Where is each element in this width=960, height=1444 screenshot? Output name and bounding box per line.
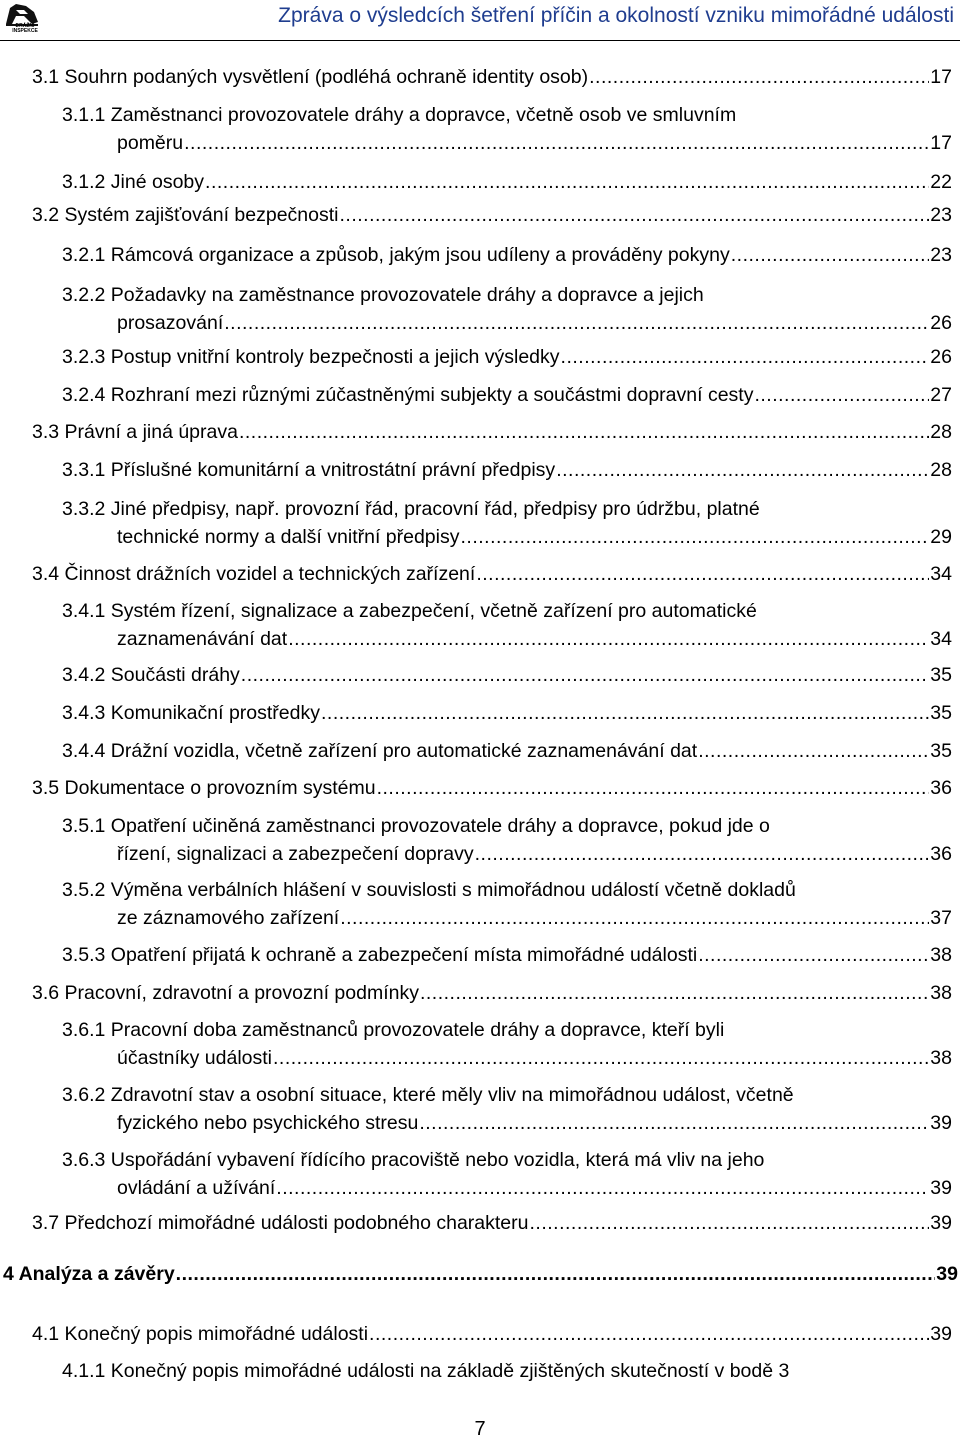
toc-number: 3.4.2: [62, 664, 106, 686]
toc-number: 4.1.1: [62, 1360, 106, 1382]
toc-page: 26: [930, 346, 952, 368]
leader-dots: [461, 523, 930, 551]
toc-number: 3.4.1: [62, 600, 106, 622]
toc-title: Výměna verbálních hlášení v souvislosti s mimořádnou událostí včetně dokladů: [110, 879, 796, 901]
toc-number: 3.6.1: [62, 1019, 106, 1041]
toc-title: Souhrn podaných vysvětlení (podléhá ochraně identity osob): [64, 66, 589, 88]
toc-entry[interactable]: [62, 241, 952, 269]
leader-dots: [476, 560, 929, 588]
toc-page: 38: [930, 982, 952, 1004]
toc-title: Opatření přijatá k ochraně a zabezpečení místa mimořádné události: [110, 944, 698, 966]
toc-title: Jiné osoby: [110, 171, 205, 193]
toc-page: 39: [936, 1263, 958, 1285]
toc-title: Systém zajišťování bezpečnosti: [64, 204, 339, 226]
leader-dots: [731, 241, 930, 269]
toc-page: 27: [930, 384, 952, 406]
toc-entry[interactable]: [62, 597, 952, 653]
toc-chapter-entry[interactable]: [3, 1260, 958, 1288]
toc-entry[interactable]: [62, 101, 952, 157]
toc-entry[interactable]: [32, 63, 952, 91]
toc-entry[interactable]: [62, 343, 952, 371]
leader-dots: [369, 1320, 929, 1348]
toc-number: 3.4.3: [62, 702, 106, 724]
toc-number: 3.3: [32, 421, 60, 443]
toc-title-continued: ze záznamového zařízení: [117, 907, 340, 929]
leader-dots: [589, 63, 929, 91]
toc-title-continued: zaznamenávání dat: [117, 628, 288, 650]
leader-dots: [205, 168, 929, 196]
toc-entry[interactable]: [62, 699, 952, 727]
toc-page: 36: [930, 777, 952, 799]
toc-title: Pracovní doba zaměstnanců provozovatele dráhy a dopravce, kteří byli: [110, 1019, 725, 1041]
leader-dots: [276, 1174, 929, 1202]
toc-entry[interactable]: [62, 1081, 952, 1137]
toc-number: 3.3.1: [62, 459, 106, 481]
toc-page: 36: [930, 843, 952, 865]
toc-title: Součásti dráhy: [110, 664, 240, 686]
toc-page: 38: [930, 1047, 952, 1069]
toc-entry[interactable]: [62, 941, 952, 969]
leader-dots: [241, 661, 930, 689]
toc-page: 17: [930, 66, 952, 88]
leader-dots: [239, 418, 929, 446]
leader-dots: [698, 737, 929, 765]
toc-title: Požadavky na zaměstnance provozovatele dráhy a dopravce a jejich: [110, 284, 704, 306]
toc-entry[interactable]: [32, 979, 952, 1007]
toc-number: 3.4.4: [62, 740, 106, 762]
toc-title-continued: poměru: [117, 132, 184, 154]
page-number: 7: [474, 1418, 486, 1440]
leader-dots: [419, 1109, 929, 1137]
toc-page: 28: [930, 459, 952, 481]
toc-page: 35: [930, 740, 952, 762]
toc-number: 3.1.2: [62, 171, 106, 193]
toc-entry[interactable]: [62, 381, 952, 409]
toc-number: 3.6.3: [62, 1149, 106, 1171]
toc-title: Dokumentace o provozním systému: [64, 777, 376, 799]
toc-entry[interactable]: [62, 661, 952, 689]
toc-page: 35: [930, 664, 952, 686]
toc-title: Systém řízení, signalizace a zabezpečení, včetně zařízení pro automatické: [110, 600, 757, 622]
toc-entry[interactable]: [62, 1146, 952, 1202]
toc-title: Rámcová organizace a způsob, jakým jsou udíleny a prováděny pokyny: [110, 244, 730, 266]
toc-entry[interactable]: [62, 168, 952, 196]
leader-dots: [754, 381, 929, 409]
toc-entry[interactable]: [32, 1209, 952, 1237]
toc-number: 3.6: [32, 982, 60, 1004]
toc-number: 3.1: [32, 66, 60, 88]
toc-title-continued: účastníky události: [117, 1047, 273, 1069]
toc-page: 29: [930, 526, 952, 548]
toc-title: Postup vnitřní kontroly bezpečnosti a jejich výsledky: [110, 346, 560, 368]
toc-number: 3.2.1: [62, 244, 106, 266]
toc-title-continued: technické normy a další vnitřní předpisy: [117, 526, 460, 548]
toc-title-continued: fyzického nebo psychického stresu: [117, 1112, 419, 1134]
leader-dots: [420, 979, 929, 1007]
toc-number: 3.2: [32, 204, 60, 226]
toc-page: 37: [930, 907, 952, 929]
toc-entry[interactable]: [62, 281, 952, 337]
toc-number: 3.7: [32, 1212, 60, 1234]
toc-number: 3.5.2: [62, 879, 106, 901]
toc-number: 4.1: [32, 1323, 60, 1345]
toc-title: Jiné předpisy, např. provozní řád, pracovní řád, předpisy pro údržbu, platné: [110, 498, 760, 520]
toc-page: 39: [930, 1177, 952, 1199]
toc-number: 3.5: [32, 777, 60, 799]
toc-title: Činnost drážních vozidel a technických zařízení: [64, 563, 476, 585]
toc-title: Konečný popis mimořádné události na základě zjištěných skutečností v bodě 3: [110, 1360, 790, 1382]
toc-entry[interactable]: [62, 1357, 952, 1385]
leader-dots: [340, 904, 929, 932]
toc-entry[interactable]: [62, 876, 952, 932]
toc-number: 3.5.3: [62, 944, 106, 966]
leader-dots: [321, 699, 929, 727]
toc-page: 34: [930, 628, 952, 650]
toc-title: Uspořádání vybavení řídícího pracoviště nebo vozidla, která má vliv na jeho: [110, 1149, 765, 1171]
leader-dots: [224, 309, 929, 337]
leader-dots: [176, 1260, 936, 1288]
toc-number: 3.1.1: [62, 104, 106, 126]
toc-title: Příslušné komunitární a vnitrostátní právní předpisy: [110, 459, 556, 481]
toc-title-continued: řízení, signalizaci a zabezpečení dopravy: [117, 843, 474, 865]
toc-page: 23: [930, 204, 952, 226]
toc-title-continued: ovládání a užívání: [117, 1177, 276, 1199]
leader-dots: [339, 201, 929, 229]
toc-entry[interactable]: [32, 418, 952, 446]
toc-page: 35: [930, 702, 952, 724]
toc-entry[interactable]: [62, 737, 952, 765]
toc-title: Rozhraní mezi různými zúčastněnými subjekty a součástmi dopravní cesty: [110, 384, 754, 406]
toc-entry[interactable]: [62, 495, 952, 551]
leader-dots: [556, 456, 929, 484]
toc-entry[interactable]: [32, 560, 952, 588]
toc-number: 3.2.3: [62, 346, 106, 368]
toc-title: Pracovní, zdravotní a provozní podmínky: [64, 982, 419, 1004]
logo-text: DRÁŽNÍ INSPEKCE: [12, 23, 38, 34]
toc-page: 28: [930, 421, 952, 443]
toc-page: 17: [930, 132, 952, 154]
toc-title: Právní a jiná úprava: [64, 421, 238, 443]
toc-number: 3.4: [32, 563, 60, 585]
toc-page: 26: [930, 312, 952, 334]
toc-title-continued: prosazování: [117, 312, 224, 334]
toc-entry[interactable]: [32, 774, 952, 802]
toc-page: 23: [930, 244, 952, 266]
toc-number: 3.6.2: [62, 1084, 106, 1106]
header-title: Zpráva o výsledcích šetření příčin a okolností vzniku mimořádné události: [278, 4, 954, 27]
leader-dots: [561, 343, 930, 371]
toc-entry[interactable]: [62, 812, 952, 868]
toc-page: 39: [930, 1212, 952, 1234]
toc-title: Zaměstnanci provozovatele dráhy a dopravce, včetně osob ve smluvním: [110, 104, 737, 126]
leader-dots: [530, 1209, 930, 1237]
toc-page: 34: [930, 563, 952, 585]
toc-entry[interactable]: [32, 201, 952, 229]
leader-dots: [698, 941, 929, 969]
toc-number: 3.3.2: [62, 498, 106, 520]
toc-number: 3.5.1: [62, 815, 106, 837]
toc-number: 4: [3, 1263, 14, 1285]
leader-dots: [377, 774, 930, 802]
toc-entry[interactable]: [62, 1016, 952, 1072]
toc-page: 22: [930, 171, 952, 193]
toc-title: Komunikační prostředky: [110, 702, 320, 724]
toc-page: 39: [930, 1323, 952, 1345]
toc-entry[interactable]: [32, 1320, 952, 1348]
toc-number: 3.2.4: [62, 384, 106, 406]
leader-dots: [273, 1044, 929, 1072]
leader-dots: [288, 625, 929, 653]
toc-title: Zdravotní stav a osobní situace, které měly vliv na mimořádnou událost, včetně: [110, 1084, 794, 1106]
leader-dots: [184, 129, 929, 157]
leader-dots: [475, 840, 930, 868]
toc-title: Konečný popis mimořádné události: [64, 1323, 369, 1345]
toc-number: 3.2.2: [62, 284, 106, 306]
toc-page: 39: [930, 1112, 952, 1134]
toc-page: 38: [930, 944, 952, 966]
toc-title: Drážní vozidla, včetně zařízení pro automatické zaznamenávání dat: [110, 740, 698, 762]
toc-title: Analýza a závěry: [18, 1263, 175, 1285]
toc-title: Opatření učiněná zaměstnanci provozovatele dráhy a dopravce, pokud jde o: [110, 815, 770, 837]
toc-entry[interactable]: [62, 456, 952, 484]
toc-title: Předchozí mimořádné události podobného charakteru: [64, 1212, 529, 1234]
